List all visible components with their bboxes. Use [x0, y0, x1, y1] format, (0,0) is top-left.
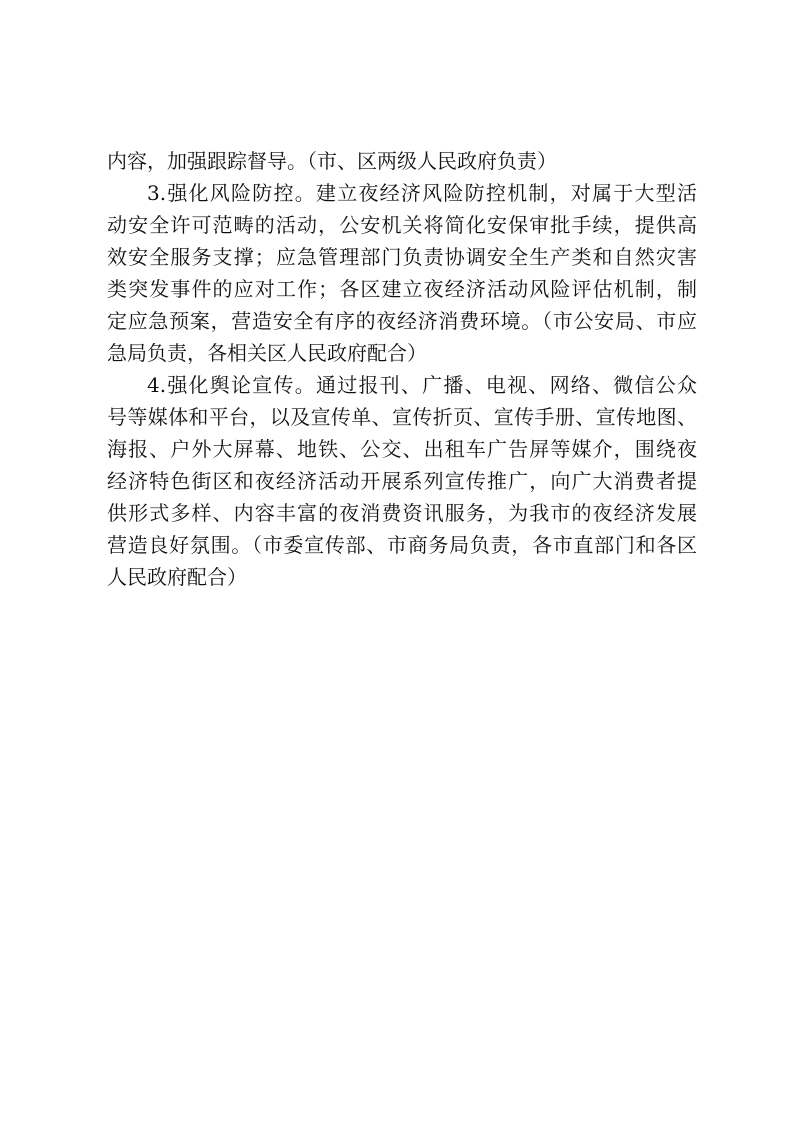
item-3-heading-line: 3.强化风险防控。建立夜经济风险防控机制，对属于大型活 [147, 181, 697, 205]
text-line: 动安全许可范畴的活动，公安机关将简化安保审批手续，提供高 [107, 213, 697, 237]
text-line: 海报、户外大屏幕、地铁、公交、出租车广告屏等媒介，围绕夜 [107, 437, 697, 461]
text-line: 急局负责，各相关区人民政府配合） [107, 341, 427, 365]
text-line: 人民政府配合） [107, 565, 247, 589]
text-line: 经济特色街区和夜经济活动开展系列宣传推广，向广大消费者提 [107, 469, 697, 493]
text-line: 供形式多样、内容丰富的夜消费资讯服务，为我市的夜经济发展 [107, 501, 697, 525]
text-line: 营造良好氛围。（市委宣传部、市商务局负责，各市直部门和各区 [107, 533, 697, 557]
text-line: 定应急预案，营造安全有序的夜经济消费环境。（市公安局、市应 [107, 309, 697, 333]
body-text [107, 145, 697, 593]
text-line: 号等媒体和平台，以及宣传单、宣传折页、宣传手册、宣传地图、 [107, 405, 697, 429]
text-line: 内容，加强跟踪督导。（市、区两级人民政府负责） [107, 149, 557, 173]
item-4-heading-line: 4.强化舆论宣传。通过报刊、广播、电视、网络、微信公众 [147, 373, 697, 397]
text-line: 类突发事件的应对工作；各区建立夜经济活动风险评估机制，制 [107, 277, 697, 301]
text-line: 效安全服务支撑；应急管理部门负责协调安全生产类和自然灾害 [107, 245, 697, 269]
